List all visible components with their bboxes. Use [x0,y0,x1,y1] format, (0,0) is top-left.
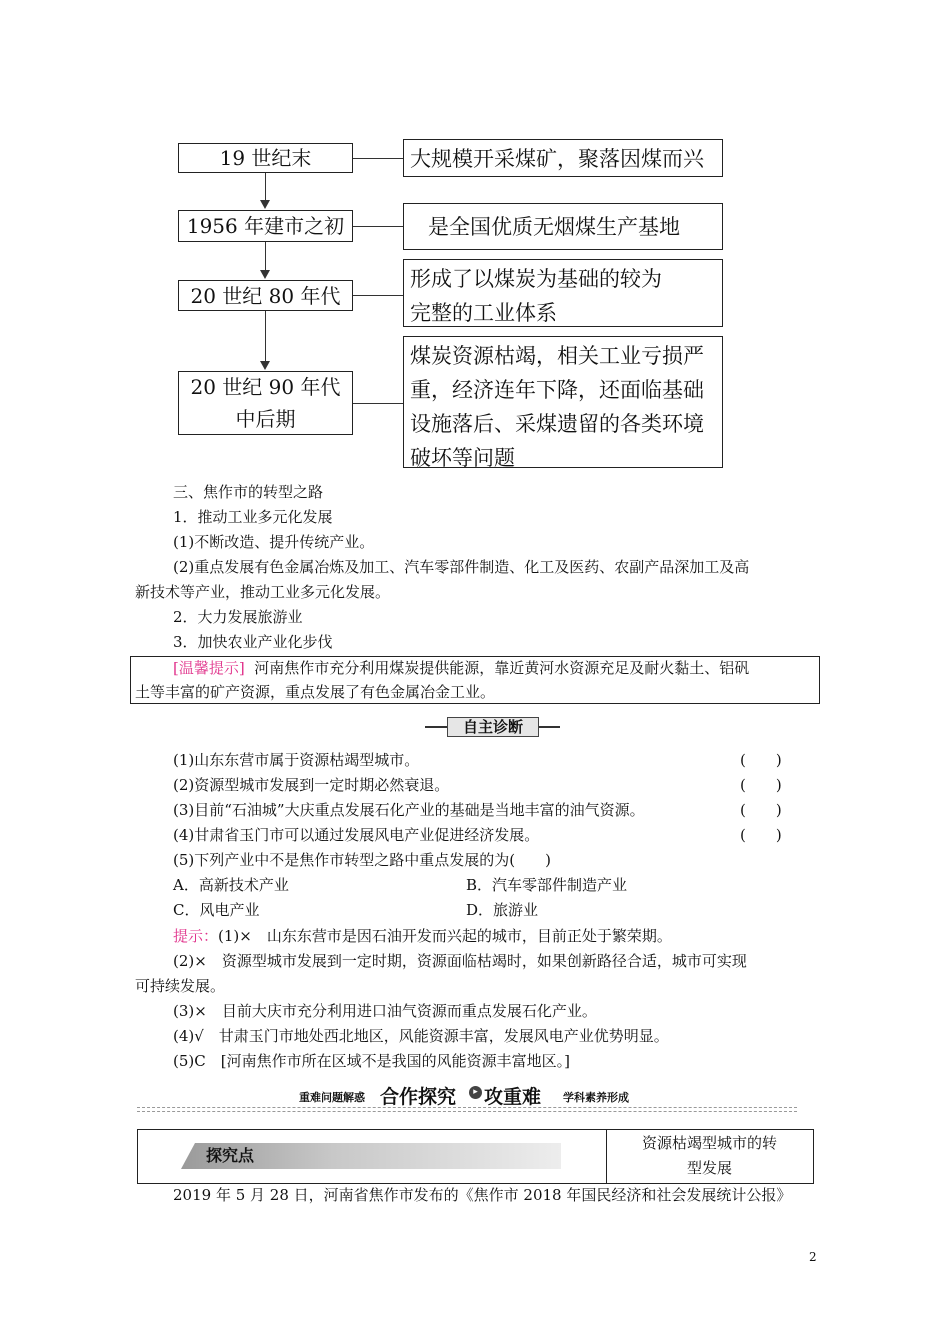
topic-line: 型发展 [686,1159,732,1177]
banner-right-text: 学科素养形成 [563,1091,629,1104]
answer-line [173,924,672,949]
period-label: 20 世纪 80 年代 [190,283,341,308]
question: (3)目前“石油城”大庆重点发展石化产业的基础是当地丰富的油气资源。 [173,801,645,819]
diagnosis-heading: 自主诊断 [462,718,523,736]
question: (2)资源型城市发展到一定时期必然衰退。 [173,776,450,794]
tip-line [173,656,749,681]
question: (1)山东东营市属于资源枯竭型城市。 [173,751,420,769]
period-label: 1956 年建市之初 [186,214,345,238]
list-item: 2．大力发展旅游业 [173,608,303,626]
desc-text: 完整的工业体系 [410,301,557,325]
connector-line [353,295,403,296]
desc-text: 是全国优质无烟煤生产基地 [428,215,680,239]
desc-box-4 [403,336,723,468]
answer-paren: ( ) [740,776,782,794]
desc-text: 大规模开采煤矿，聚落因煤而兴 [410,147,704,171]
arrow-line [265,242,266,271]
list-item: 3．加快农业产业化步伐 [173,633,333,651]
explore-table [137,1129,814,1184]
answer-paren: ( ) [740,801,782,819]
tip-text: 河南焦作市充分利用煤炭提供能源，靠近黄河水资源充足及耐火黏土、铝矾 [254,659,750,677]
answer-line: 可持续发展。 [135,977,226,995]
arrow-circle-icon: ▸ [469,1086,482,1099]
question: (4)甘肃省玉门市可以通过发展风电产业促进经济发展。 [173,826,540,844]
arrow-head-icon [260,270,270,279]
explore-topic [606,1131,813,1181]
connector-line [353,158,403,159]
answer-line: (5)C [河南焦作市所在区域不是我国的风能资源丰富地区。] [173,1052,570,1070]
question: (5)下列产业中不是焦作市转型之路中重点发展的为( ) [173,851,551,869]
connector-line [353,403,403,404]
desc-text: 煤炭资源枯竭，相关工业亏损严 [410,344,704,368]
period-label: 20 世纪 90 年代 [190,375,341,399]
answer-paren: ( ) [740,826,782,844]
answer-label: 提示： [173,927,219,945]
banner-left-text: 重难问题解惑 [299,1091,365,1104]
desc-box-2 [403,203,723,250]
explore-label: 探究点 [206,1146,255,1165]
arrow-line [265,173,266,201]
desc-text: 破坏等问题 [410,446,515,470]
list-item: (2)重点发展有色金属冶炼及加工、汽车零部件制造、化工及医药、农副产品深加工及高 [173,558,750,576]
banner-main-2: 攻重难 [484,1086,542,1108]
period-box-2 [178,210,353,242]
period-box-4 [178,371,353,435]
list-item: (1)不断改造、提升传统产业。 [173,533,375,551]
desc-text: 重，经济连年下降，还面临基础 [410,378,704,402]
desc-text: 形成了以煤炭为基础的较为 [410,267,662,291]
paragraph-line: 2019 年 5 月 28 日，河南省焦作市发布的《焦作市 2018 年国民经济和社会发展统计公报》 [173,1186,792,1204]
list-item: 新技术等产业，推动工业多元化发展。 [135,583,391,601]
answer-text: (1)× 山东东营市是因石油开发而兴起的城市，目前正处于繁荣期。 [218,927,672,945]
section-banner [137,1080,797,1114]
answer-paren: ( ) [740,751,782,769]
answer-line: (3)× 目前大庆市充分利用进口油气资源而重点发展石化产业。 [173,1002,597,1020]
connector-line [353,226,403,227]
answer-line: (2)× 资源型城市发展到一定时期，资源面临枯竭时，如果创新路径合适，城市可实现 [173,952,747,970]
page-number: 2 [809,1250,817,1264]
desc-box-3 [403,259,723,327]
list-item: 1．推动工业多元化发展 [173,508,333,526]
diagnosis-heading-bar [425,717,560,737]
topic-line: 资源枯竭型城市的转 [641,1134,777,1152]
banner-rule [137,1111,797,1112]
period-box-3 [178,280,353,311]
arrow-head-icon [260,361,270,370]
section-title: 三、焦作市的转型之路 [173,483,324,501]
option: B．汽车零部件制造产业 [466,876,628,894]
desc-text: 设施落后、采煤遗留的各类环境 [410,412,704,436]
banner-rule [137,1107,797,1108]
tip-label: [温馨提示] [173,659,245,677]
desc-box-1 [403,139,723,177]
option: C．风电产业 [173,901,260,919]
banner-main-1: 合作探究 [380,1086,457,1108]
period-label: 19 世纪末 [219,146,312,170]
tip-line: 土等丰富的矿产资源，重点发展了有色金属冶金工业。 [135,683,496,701]
period-label: 中后期 [235,407,296,431]
arrow-head-icon [260,200,270,209]
period-box-1 [178,143,353,173]
answer-line: (4)√ 甘肃玉门市地处西北地区，风能资源丰富，发展风电产业优势明显。 [173,1027,669,1045]
option: A．高新技术产业 [173,876,289,894]
option: D．旅游业 [466,901,539,919]
arrow-line [265,311,266,362]
